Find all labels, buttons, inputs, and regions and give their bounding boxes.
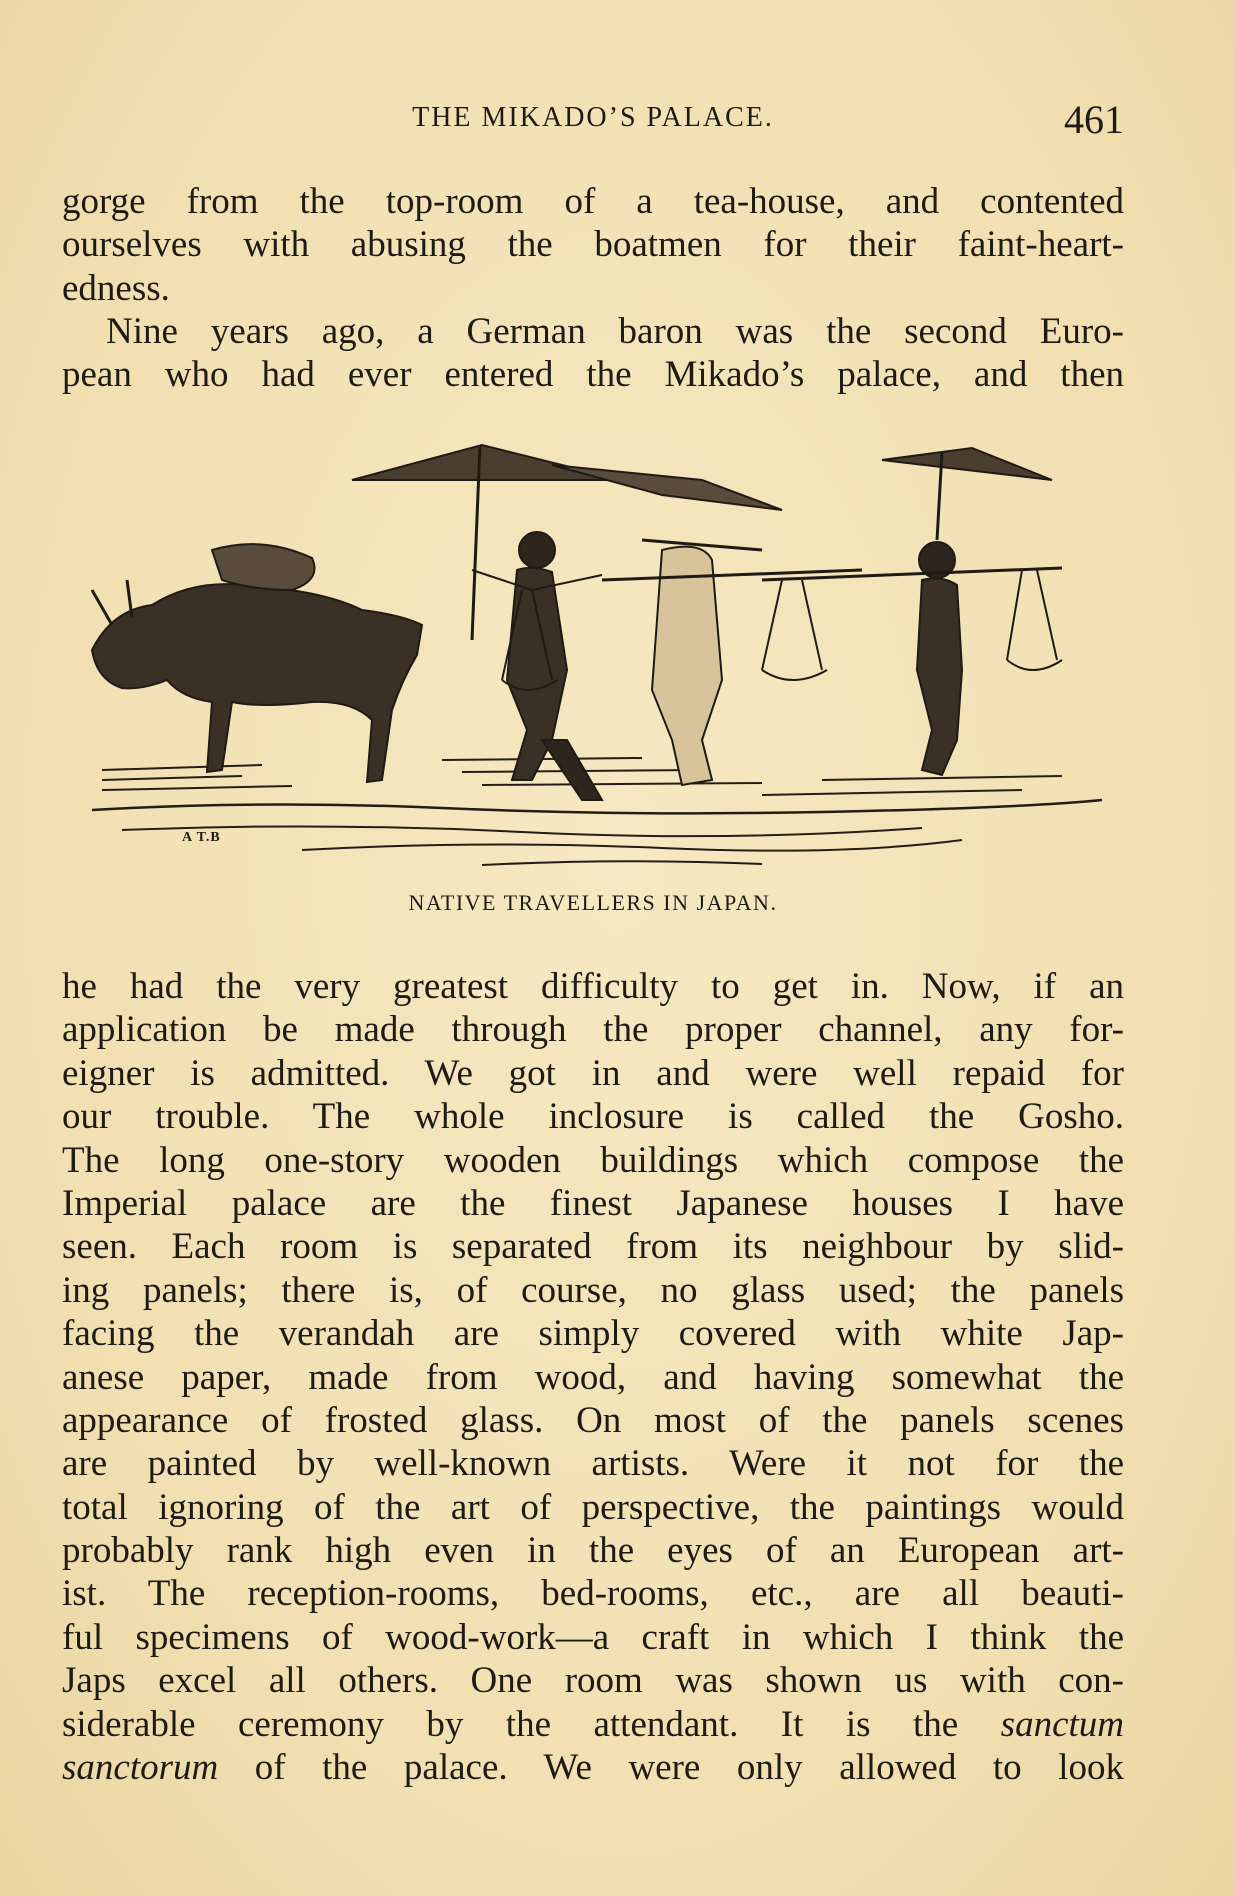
text-line: appearance of frosted glass. On most of the panels scenes	[62, 1399, 1124, 1441]
text-line: ourselves with abusing the boatmen for their faint-heart-	[62, 224, 1124, 266]
italic-term: sanctum	[1000, 1703, 1124, 1745]
text-line: he had the very greatest difficulty to get in. Now, if an	[62, 966, 1124, 1007]
engraving-figure	[62, 440, 1124, 915]
text-line: ist. The reception-rooms, bed-rooms, etc., are all beauti-	[62, 1573, 1124, 1615]
text-line: The long one-story wooden buildings which compose the	[62, 1139, 1124, 1181]
text-line-with-italic	[62, 1746, 1124, 1789]
engraver-mark: A T.B	[182, 830, 221, 845]
text-line-with-italic	[62, 1703, 1124, 1746]
porter-with-pole	[762, 448, 1062, 775]
paragraph-german-baron	[62, 310, 1124, 397]
text-line: ful specimens of wood-work—a craft in which I think the	[62, 1616, 1124, 1658]
text-line: seen. Each room is separated from its neighbour by slid-	[62, 1226, 1124, 1268]
text-line: pean who had ever entered the Mikado’s palace, and then	[62, 354, 1124, 396]
text-line: edness.	[62, 267, 170, 309]
figure-caption: NATIVE TRAVELLERS IN JAPAN.	[408, 890, 778, 915]
paragraph-palace-description	[62, 965, 1124, 1789]
text-fragment: siderable ceremony by the attendant. It is the	[62, 1703, 959, 1745]
page-header	[62, 96, 1124, 140]
native-travellers-engraving	[62, 440, 1124, 880]
running-title: THE MIKADO’S PALACE.	[412, 102, 774, 133]
italic-term: sanctorum	[62, 1747, 219, 1789]
ox-illustration	[92, 544, 422, 782]
text-line: application be made through the proper channel, any for-	[62, 1009, 1124, 1051]
text-line: gorge from the top-room of a tea-house, and contented	[62, 181, 1124, 222]
text-line: Imperial palace are the finest Japanese houses I have	[62, 1182, 1124, 1224]
text-line: ing panels; there is, of course, no glass used; the panels	[62, 1269, 1124, 1311]
text-line: total ignoring of the art of perspective, the paintings would	[62, 1486, 1124, 1528]
text-line: facing the verandah are simply covered with white Jap-	[62, 1313, 1124, 1355]
text-line: Japs excel all others. One room was shown us with con-	[62, 1660, 1124, 1702]
text-line: our trouble. The whole inclosure is called the Gosho.	[62, 1096, 1124, 1138]
text-line: probably rank high even in the eyes of an European art-	[62, 1530, 1124, 1572]
text-line: are painted by well-known artists. Were it not for the	[62, 1443, 1124, 1485]
text-line: anese paper, made from wood, and having somewhat the	[62, 1356, 1124, 1398]
paragraph-continuation	[62, 180, 1124, 310]
text-fragment: of the palace. We were only allowed to look	[218, 1747, 1124, 1789]
text-line: eigner is admitted. We got in and were well repaid for	[62, 1052, 1124, 1094]
page-number: 461	[1064, 97, 1124, 142]
text-line: Nine years ago, a German baron was the second Euro-	[106, 311, 1124, 352]
